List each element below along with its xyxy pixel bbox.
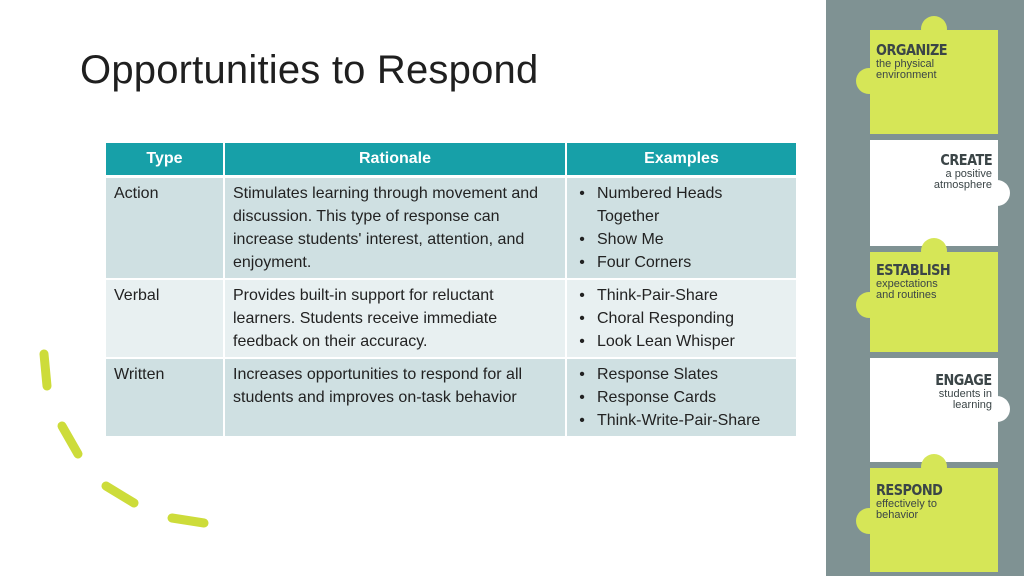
- puzzle-subtext: a positive: [945, 168, 992, 180]
- list-item: [575, 363, 788, 386]
- examples-list: [575, 363, 788, 432]
- examples-list: [575, 284, 788, 353]
- example-text: Show Me: [597, 231, 664, 248]
- list-item: [575, 284, 788, 307]
- puzzle-piece-establish: [870, 252, 998, 352]
- type-cell: Written: [106, 358, 224, 437]
- rationale-cell: Increases opportunities to respond for all students and improves on-task behavior: [224, 358, 566, 437]
- puzzle-subtext: environment: [876, 69, 937, 81]
- puzzle-heading: ESTABLISH: [876, 261, 951, 279]
- rationale-cell: Provides built-in support for reluctant learners. Students receive immediate feedback on their accuracy.: [224, 279, 566, 358]
- column-header-rationale: Rationale: [224, 143, 566, 177]
- examples-cell: [566, 279, 796, 358]
- list-item: [575, 251, 788, 274]
- puzzle-piece-respond: [870, 468, 998, 572]
- puzzle-label: [876, 262, 962, 301]
- puzzle-knob: [921, 454, 947, 480]
- puzzle-label: [876, 482, 953, 521]
- list-item: [575, 228, 788, 251]
- examples-list: [575, 182, 788, 274]
- bullet-icon: •: [579, 333, 585, 350]
- example-text: Response Slates: [597, 366, 718, 383]
- bullet-icon: •: [579, 287, 585, 304]
- puzzle-heading: RESPOND: [876, 481, 943, 499]
- bullet-icon: •: [579, 185, 585, 202]
- puzzle-piece-engage: [870, 358, 998, 462]
- type-cell: Action: [106, 177, 224, 280]
- puzzle-subtext: expectations: [876, 278, 938, 290]
- example-text: Think-Write-Pair-Share: [597, 412, 761, 429]
- puzzle-heading: ORGANIZE: [876, 41, 948, 59]
- puzzle-piece-create: [870, 140, 998, 246]
- puzzle-subtext: students in: [938, 388, 992, 400]
- list-item: [575, 330, 788, 353]
- list-item: [575, 182, 788, 228]
- table-row: [106, 177, 796, 280]
- type-cell: Verbal: [106, 279, 224, 358]
- rationale-cell: Stimulates learning through movement and discussion. This type of response can increase students' interest, attention, and enjoyment.: [224, 177, 566, 280]
- puzzle-subtext: atmosphere: [933, 179, 992, 191]
- list-item: [575, 307, 788, 330]
- column-header-examples: Examples: [566, 143, 796, 177]
- bullet-icon: •: [579, 310, 585, 327]
- bullet-icon: •: [579, 231, 585, 248]
- examples-cell: [566, 177, 796, 280]
- puzzle-subtext: and routines: [876, 289, 937, 301]
- example-text: Look Lean Whisper: [597, 333, 735, 350]
- slide-title: Opportunities to Respond: [80, 48, 539, 92]
- puzzle-piece-organize: [870, 30, 998, 134]
- puzzle-heading: ENGAGE: [935, 371, 992, 389]
- arc-dash: [106, 486, 134, 503]
- examples-cell: [566, 358, 796, 437]
- puzzle-knob: [921, 16, 947, 42]
- bullet-icon: •: [579, 254, 585, 271]
- example-text: Choral Responding: [597, 310, 734, 327]
- list-item: [575, 409, 788, 432]
- table-header-row: [106, 143, 796, 177]
- puzzle-label: [932, 152, 992, 191]
- arc-dash: [44, 354, 47, 386]
- dashed-arc-decoration: [28, 340, 228, 540]
- bullet-icon: •: [579, 366, 585, 383]
- puzzle-label: [876, 42, 959, 81]
- puzzle-label: [926, 372, 992, 411]
- bullet-icon: •: [579, 389, 585, 406]
- column-header-type: Type: [106, 143, 224, 177]
- puzzle-subtext: effectively to: [876, 498, 937, 510]
- example-text: Four Corners: [597, 254, 692, 271]
- example-text: Think-Pair-Share: [597, 287, 718, 304]
- arc-dash: [62, 426, 78, 454]
- bullet-icon: •: [579, 412, 585, 429]
- puzzle-heading: CREATE: [940, 151, 992, 169]
- arc-dash: [172, 518, 204, 523]
- list-item: [575, 386, 788, 409]
- puzzle-subtext: learning: [952, 399, 992, 411]
- puzzle-subtext: behavior: [876, 509, 919, 521]
- puzzle-panel: [826, 0, 1024, 576]
- example-text: Numbered Heads Together: [597, 185, 723, 225]
- example-text: Response Cards: [597, 389, 717, 406]
- puzzle-subtext: the physical: [876, 58, 935, 70]
